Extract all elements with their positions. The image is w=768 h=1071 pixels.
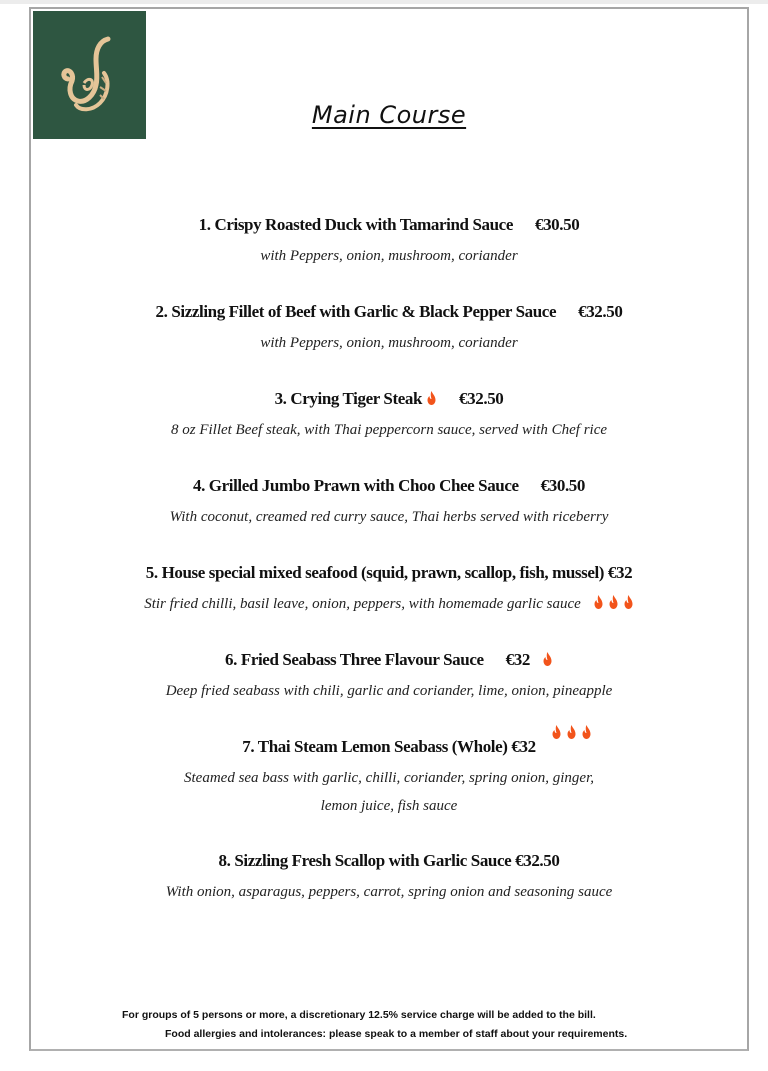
menu-item-name: 6. Fried Seabass Three Flavour Sauce €32 bbox=[31, 650, 747, 670]
chili-flame-icon bbox=[623, 595, 634, 609]
menu-item-1 bbox=[31, 215, 747, 269]
page-title: Main Course bbox=[311, 101, 467, 129]
chili-flame-icon bbox=[426, 391, 437, 405]
viewer-top-bar bbox=[0, 0, 768, 4]
spice-level-3 bbox=[547, 723, 592, 743]
menu-item-name: 8. Sizzling Fresh Scallop with Garlic Sauce €32.50 bbox=[218, 851, 560, 870]
menu-item-4 bbox=[31, 476, 747, 530]
menu-item-name: 2. Sizzling Fillet of Beef with Garlic & Black Pepper Sauce €32.50 bbox=[155, 302, 623, 321]
menu-item-price: €32 bbox=[607, 563, 633, 582]
chili-flame-icon bbox=[593, 595, 604, 609]
description-line-2: lemon juice, fish sauce bbox=[320, 798, 458, 814]
menu-item-description: Stir fried chilli, basil leave, onion, peppers, with homemade garlic sauce bbox=[31, 591, 747, 617]
menu-item-6 bbox=[31, 650, 747, 704]
spice-level-3 bbox=[589, 596, 634, 612]
chili-flame-icon bbox=[542, 652, 553, 666]
menu-item-name: 1. Crispy Roasted Duck with Tamarind Sauce €30.50 bbox=[198, 215, 580, 234]
menu-item-price: €32 bbox=[505, 650, 530, 669]
allergy-note: Food allergies and intolerances: please speak to a member of staff about your requirements. bbox=[165, 1028, 628, 1040]
menu-item-name: 7. Thai Steam Lemon Seabass (Whole) €32 bbox=[242, 737, 535, 757]
menu-item-name: 3. Crying Tiger Steak €32.50 bbox=[274, 389, 504, 408]
menu-item-price: €32.50 bbox=[578, 302, 623, 321]
menu-item-name: 5. House special mixed seafood (squid, prawn, scallop, fish, mussel) €32 bbox=[145, 563, 633, 582]
description-line-1: Steamed sea bass with garlic, chilli, coriander, spring onion, ginger, bbox=[184, 770, 594, 786]
menu-item-description: with Peppers, onion, mushroom, coriander bbox=[260, 335, 518, 351]
menu-page bbox=[29, 7, 749, 1051]
menu-item-8 bbox=[31, 851, 747, 905]
menu-item-name: 4. Grilled Jumbo Prawn with Choo Chee Sauce €30.50 bbox=[192, 476, 585, 495]
chili-flame-icon bbox=[581, 725, 592, 739]
menu-item-description bbox=[31, 765, 747, 819]
menu-item-description: With coconut, creamed red curry sauce, Thai herbs served with riceberry bbox=[169, 509, 609, 525]
menu-item-price: €30.50 bbox=[540, 476, 585, 495]
menu-item-price: €32.50 bbox=[515, 851, 560, 870]
menu-item-price: €30.50 bbox=[534, 215, 580, 234]
menu-item-description: with Peppers, onion, mushroom, coriander bbox=[260, 248, 518, 264]
menu-item-2 bbox=[31, 302, 747, 356]
chili-flame-icon bbox=[608, 595, 619, 609]
menu-item-price: €32.50 bbox=[459, 389, 504, 408]
chili-flame-icon bbox=[551, 725, 562, 739]
chili-flame-icon bbox=[566, 725, 577, 739]
menu-item-price: €32 bbox=[511, 737, 536, 756]
menu-item-description: 8 oz Fillet Beef steak, with Thai peppercorn sauce, served with Chef rice bbox=[170, 422, 608, 438]
menu-item-description: Deep fried seabass with chili, garlic and coriander, lime, onion, pineapple bbox=[165, 683, 613, 699]
menu-item-description: With onion, asparagus, peppers, carrot, spring onion and seasoning sauce bbox=[165, 884, 613, 900]
menu-item-5 bbox=[31, 563, 747, 617]
menu-item-3 bbox=[31, 389, 747, 443]
service-charge-note: For groups of 5 persons or more, a discretionary 12.5% service charge will be added to the bill. bbox=[122, 1009, 596, 1021]
menu-item-7 bbox=[31, 737, 747, 819]
